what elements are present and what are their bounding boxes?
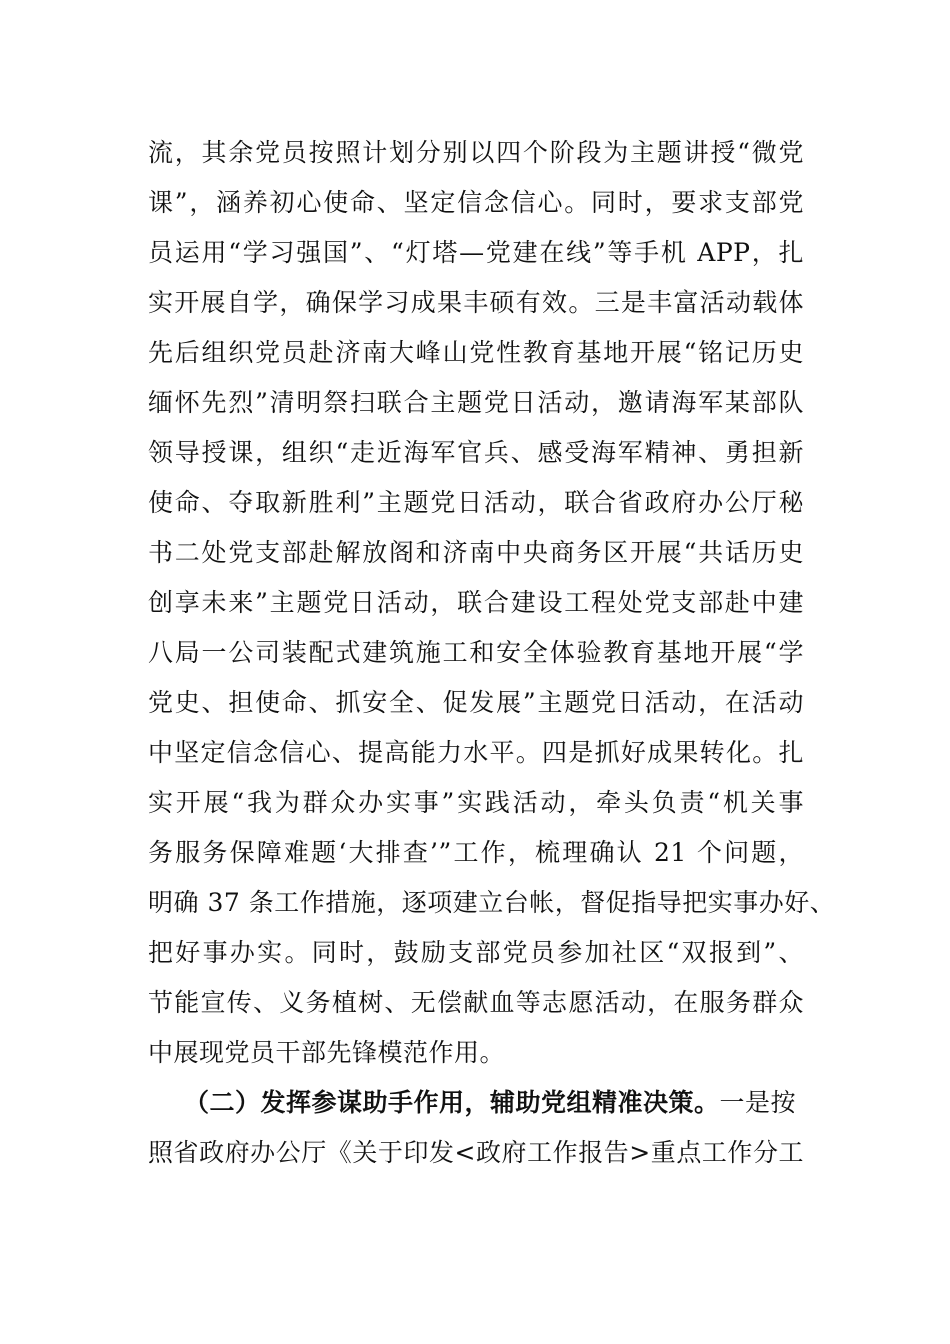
text-line: 中坚定信念信心、提高能力水平。四是抓好成果转化。扎 — [148, 738, 804, 767]
text-line: 把好事办实。同时，鼓励支部党员参加社区“双报到”、 — [148, 938, 804, 967]
text-line: 课”，涵养初心使命、坚定信念信心。同时，要求支部党 — [148, 188, 804, 217]
text-line: 领导授课，组织“走近海军官兵、感受海军精神、勇担新 — [148, 438, 804, 467]
text-line: 照省政府办公厅《关于印发<政府工作报告>重点工作分工 — [148, 1138, 804, 1167]
section-heading-tail: 一是按 — [719, 1088, 797, 1117]
text-line: 流，其余党员按照计划分别以四个阶段为主题讲授“微党 — [148, 138, 804, 167]
text-line: 中展现党员干部先锋模范作用。 — [148, 1038, 506, 1067]
text-line: 明确 37 条工作措施，逐项建立台帐，督促指导把实事办好、 — [148, 888, 836, 917]
document-body — [148, 128, 836, 1178]
text-line: 八局一公司装配式建筑施工和安全体验教育基地开展“学 — [148, 638, 804, 667]
text-line: 节能宣传、义务植树、无偿献血等志愿活动，在服务群众 — [148, 988, 804, 1017]
text-line: 员运用“学习强国”、“灯塔—党建在线”等手机 APP，扎 — [148, 238, 804, 267]
text-line: 使命、夺取新胜利”主题党日活动，联合省政府办公厅秘 — [148, 488, 804, 517]
text-line: 先后组织党员赴济南大峰山党性教育基地开展“铭记历史 — [148, 338, 804, 367]
text-line: 党史、担使命、抓安全、促发展”主题党日活动，在活动 — [148, 688, 804, 717]
text-line: 创享未来”主题党日活动，联合建设工程处党支部赴中建 — [148, 588, 804, 617]
text-line: 实开展自学，确保学习成果丰硕有效。三是丰富活动载体 — [148, 288, 804, 317]
text-line: 书二处党支部赴解放阁和济南中央商务区开展“共话历史 — [148, 538, 804, 567]
section-heading-line — [148, 1078, 804, 1128]
section-heading: （二）发挥参谋助手作用，辅助党组精准决策。 — [184, 1088, 720, 1117]
text-line: 缅怀先烈”清明祭扫联合主题党日活动，邀请海军某部队 — [148, 388, 804, 417]
text-line: 实开展“我为群众办实事”实践活动，牵头负责“机关事 — [148, 788, 804, 817]
paragraph-2 — [148, 1078, 828, 1178]
paragraph-1 — [148, 128, 836, 1078]
text-line: 务服务保障难题‘大排查’”工作，梳理确认 21 个问题， — [148, 838, 804, 867]
